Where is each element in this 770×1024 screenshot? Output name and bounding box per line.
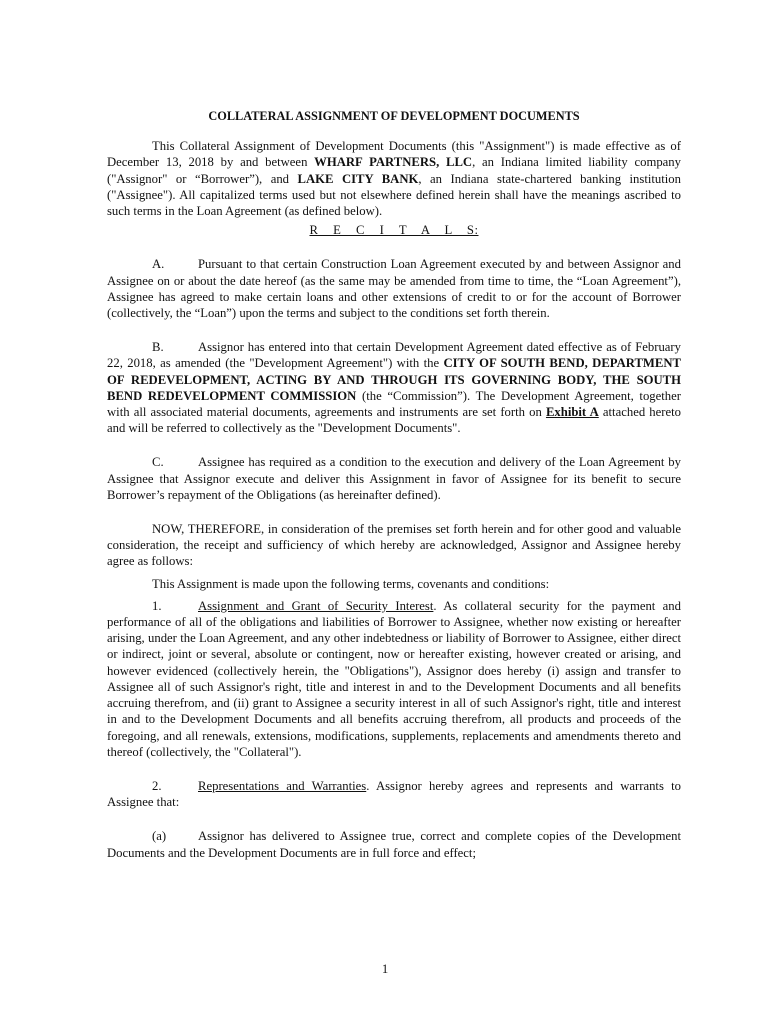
recital-b — [107, 339, 681, 436]
intro-paragraph — [107, 138, 681, 219]
recital-label: C. — [152, 455, 164, 470]
section-label: 1. — [152, 598, 162, 613]
recitals-heading: R E C I T A L S: — [309, 223, 479, 238]
section-text: . Assignor hereby agrees and represents and warrants to Assignee that: — [107, 778, 681, 810]
recital-a — [107, 256, 681, 321]
recital-text: Assignor has entered into that certain Development Agreement dated effective as of February 22, 2018, as amended (the "Development Agreement") with the — [107, 340, 681, 371]
recital-text: Assignee has required as a condition to the execution and delivery of the Loan Agreement by Assignee that Assignor execute and deliver this Assignment in favor of Assignee for its benefit to secure Borrower’s repayment of the Obligations (as hereinafter defined). — [107, 455, 681, 502]
document-page — [107, 108, 681, 861]
now-therefore-paragraph: NOW, THEREFORE, in consideration of the premises set forth herein and for other good and valuable consideration, the receipt and sufficiency of which hereby are acknowledged, Assignor and Assignee hereby agree as follows: — [107, 522, 681, 569]
subsection-label: (a) — [152, 829, 167, 844]
terms-intro: This Assignment is made upon the following terms, covenants and conditions: — [152, 576, 550, 591]
section-1 — [107, 598, 681, 760]
recital-c — [107, 454, 681, 503]
recital-text: (the “Commission”). The Development Agreement, together with all associated material documents, agreements and instruments are set forth on — [107, 388, 682, 420]
page-number: 1 — [381, 962, 389, 976]
recital-label: A. — [152, 257, 165, 272]
section-text: . As collateral security for the payment and performance of all of the obligations and liabilities of Borrower to Assignee, whether now existing or hereafter arising, under the Loan Agreement, and any other indebtedness or liability of Borrower to Assignee, either direct or indirect, joint or several, absolute or contingent, now or hereafter existing, however created or arising, and however evidenced (collectively herein, the "Obligations"), Assignor does hereby (i) assign and transfer to Assignee all of such Assignor's right, title and interest in and to the Development Documents and all benefits accruing therefrom, and (ii) grant to Assignee a security interest in all of such Assignor's right, title and interest in and to the Development Documents and all benefits accruing therefrom, all products and proceeds of the foregoing, and all renewals, extensions, modifications, supplements, replacements and amendments thereto and thereof (collectively, the "Collateral"). — [107, 598, 681, 759]
subsection-text: Assignor has delivered to Assignee true, correct and complete copies of the Development Documents and the Development Documents are in full force and effect; — [107, 829, 681, 860]
lender-name: LAKE CITY BANK — [297, 171, 419, 186]
section-heading: Representations and Warranties — [198, 778, 367, 793]
section-2 — [107, 778, 681, 810]
exhibit-reference: Exhibit A — [545, 405, 599, 420]
intro-text: , an Indiana limited liability company ("Assignor" or “Borrower”), and — [107, 155, 681, 186]
section-label: 2. — [152, 778, 162, 793]
section-2a — [107, 828, 681, 860]
recital-text: Pursuant to that certain Construction Loan Agreement executed by and between Assignor and Assignee on or about the date hereof (as the same may be amended from time to time, the “Loan Agreement”), Assignee has agreed to make certain loans and other extensions of credit to or for the account of Borrower (collectively, the “Loan”) upon the terms and subject to the conditions set forth therein. — [107, 257, 681, 321]
commission-name: CITY OF SOUTH BEND, DEPARTMENT OF REDEVELOPMENT, ACTING BY AND THROUGH ITS GOVERNING BODY, THE SOUTH BEND REDEVELOPMENT COMMISSION — [107, 356, 681, 403]
recital-text: attached hereto and will be referred to collectively as the "Development Documents". — [107, 405, 682, 436]
document-title: COLLATERAL ASSIGNMENT OF DEVELOPMENT DOCUMENTS — [208, 109, 580, 123]
section-heading: Assignment and Grant of Security Interest — [198, 598, 434, 613]
borrower-name: WHARF PARTNERS, LLC — [314, 155, 473, 170]
intro-text: This Collateral Assignment of Development Documents (this "Assignment") is made effective as of December 13, 2018 by and between — [107, 139, 681, 170]
recital-label: B. — [152, 340, 164, 355]
intro-text: , an Indiana state-chartered banking institution ("Assignee"). All capitalized terms used but not elsewhere defined herein shall have the meanings ascribed to such terms in the Loan Agreement (as defined below). — [107, 171, 681, 219]
